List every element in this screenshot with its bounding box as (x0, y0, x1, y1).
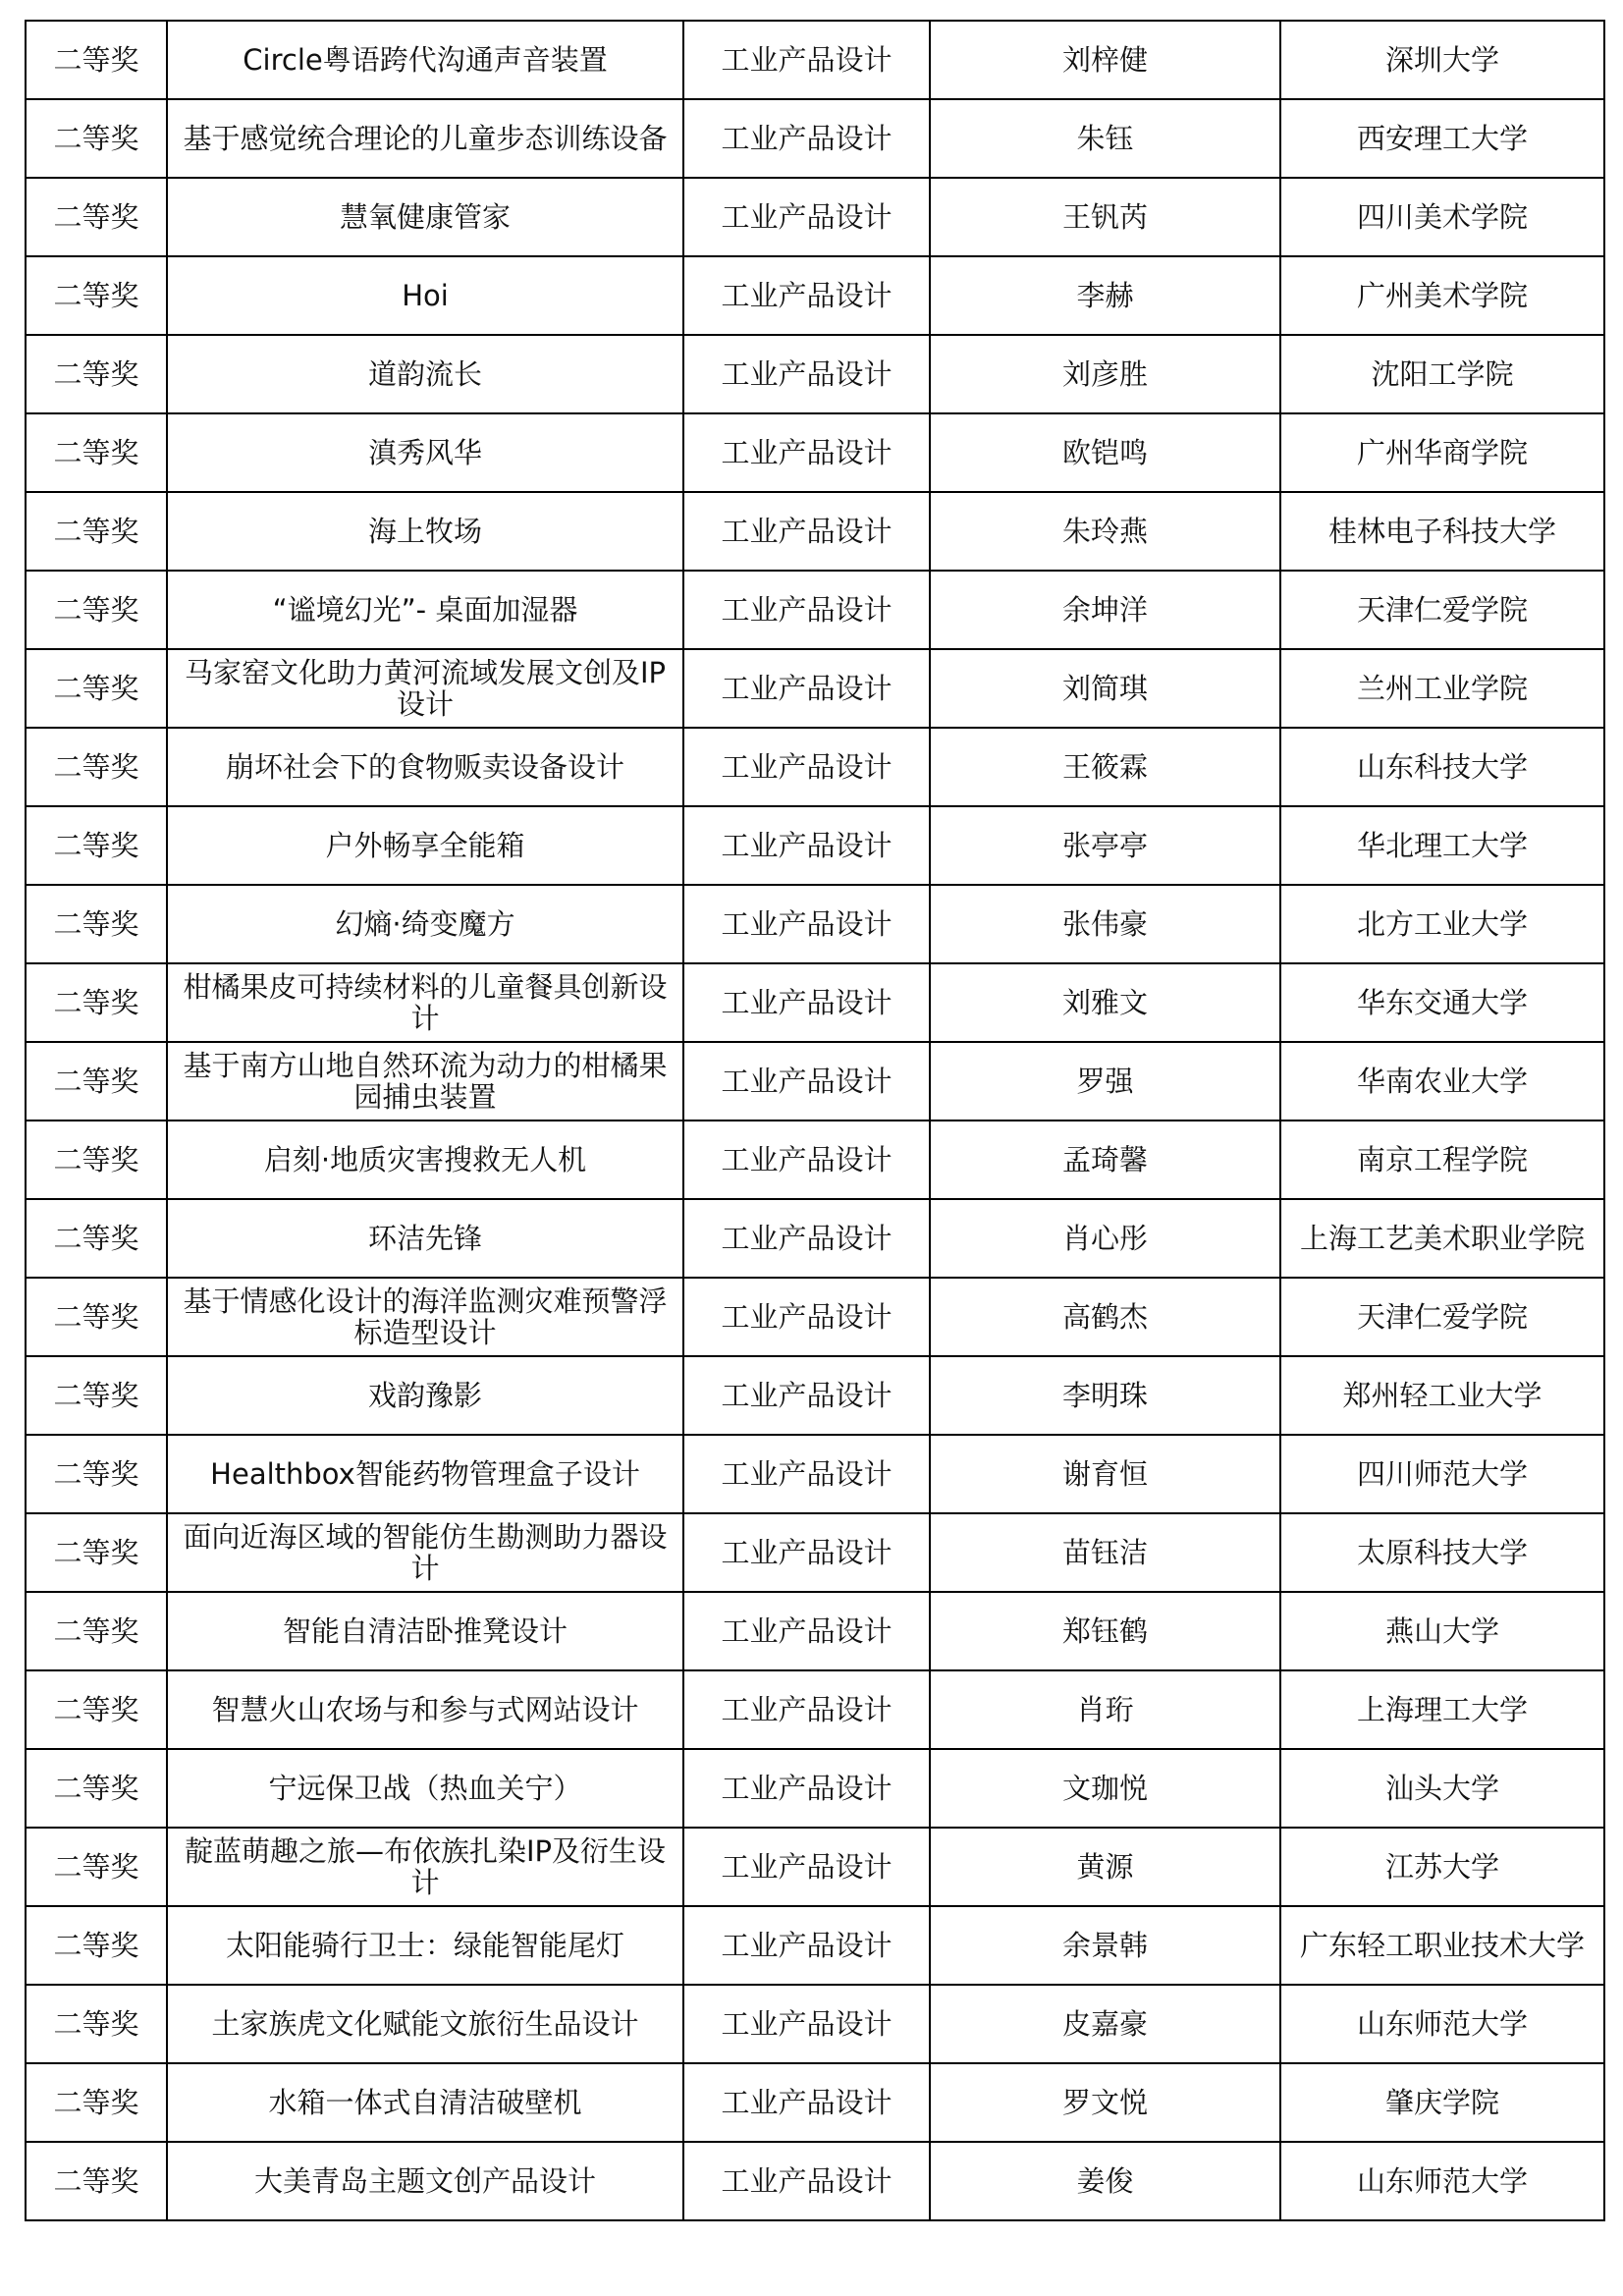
project-title-cell: 柑橘果皮可持续材料的儿童餐具创新设计 (167, 963, 683, 1042)
project-title-cell: 戏韵豫影 (167, 1356, 683, 1435)
award-level-cell: 二等奖 (26, 1985, 167, 2063)
table-row (26, 1199, 1604, 1278)
category-cell: 工业产品设计 (683, 1985, 930, 2063)
school-cell: 江苏大学 (1280, 1828, 1604, 1906)
project-title-cell: 马家窑文化助力黄河流域发展文创及IP设计 (167, 649, 683, 728)
project-title-cell: 大美青岛主题文创产品设计 (167, 2142, 683, 2220)
student-name-cell: 姜俊 (930, 2142, 1280, 2220)
school-cell: 广州美术学院 (1280, 256, 1604, 335)
school-cell: 兰州工业学院 (1280, 649, 1604, 728)
award-level-cell: 二等奖 (26, 1199, 167, 1278)
award-level-cell: 二等奖 (26, 1513, 167, 1592)
student-name-cell: 皮嘉豪 (930, 1985, 1280, 2063)
category-cell: 工业产品设计 (683, 1828, 930, 1906)
category-cell: 工业产品设计 (683, 99, 930, 178)
school-cell: 广州华商学院 (1280, 413, 1604, 492)
award-table-body (26, 21, 1604, 2220)
school-cell: 西安理工大学 (1280, 99, 1604, 178)
table-row (26, 885, 1604, 963)
student-name-cell: 余坤洋 (930, 571, 1280, 649)
table-row (26, 649, 1604, 728)
project-title-cell: 土家族虎文化赋能文旅衍生品设计 (167, 1985, 683, 2063)
school-cell: 华东交通大学 (1280, 963, 1604, 1042)
project-title-cell: 靛蓝萌趣之旅—布依族扎染IP及衍生设计 (167, 1828, 683, 1906)
award-level-cell: 二等奖 (26, 99, 167, 178)
category-cell: 工业产品设计 (683, 413, 930, 492)
category-cell: 工业产品设计 (683, 2063, 930, 2142)
table-row (26, 1828, 1604, 1906)
student-name-cell: 张亭亭 (930, 806, 1280, 885)
project-title-cell: 宁远保卫战（热血关宁） (167, 1749, 683, 1828)
award-level-cell: 二等奖 (26, 1749, 167, 1828)
project-title-cell: 智能自清洁卧推凳设计 (167, 1592, 683, 1670)
table-row (26, 1435, 1604, 1513)
category-cell: 工业产品设计 (683, 963, 930, 1042)
award-level-cell: 二等奖 (26, 1278, 167, 1356)
school-cell: 燕山大学 (1280, 1592, 1604, 1670)
table-row (26, 21, 1604, 99)
student-name-cell: 李明珠 (930, 1356, 1280, 1435)
student-name-cell: 刘简琪 (930, 649, 1280, 728)
project-title-cell: 基于感觉统合理论的儿童步态训练设备 (167, 99, 683, 178)
student-name-cell: 张伟豪 (930, 885, 1280, 963)
category-cell: 工业产品设计 (683, 571, 930, 649)
project-title-cell: 启刻·地质灾害搜救无人机 (167, 1121, 683, 1199)
student-name-cell: 刘彦胜 (930, 335, 1280, 413)
table-row (26, 1121, 1604, 1199)
award-level-cell: 二等奖 (26, 728, 167, 806)
table-row (26, 963, 1604, 1042)
category-cell: 工业产品设计 (683, 2142, 930, 2220)
category-cell: 工业产品设计 (683, 178, 930, 256)
category-cell: 工业产品设计 (683, 1670, 930, 1749)
school-cell: 太原科技大学 (1280, 1513, 1604, 1592)
project-title-cell: Circle粤语跨代沟通声音装置 (167, 21, 683, 99)
category-cell: 工业产品设计 (683, 1749, 930, 1828)
category-cell: 工业产品设计 (683, 1356, 930, 1435)
school-cell: 郑州轻工业大学 (1280, 1356, 1604, 1435)
project-title-cell: 面向近海区域的智能仿生勘测助力器设计 (167, 1513, 683, 1592)
category-cell: 工业产品设计 (683, 885, 930, 963)
award-level-cell: 二等奖 (26, 1592, 167, 1670)
award-level-cell: 二等奖 (26, 1670, 167, 1749)
award-level-cell: 二等奖 (26, 2142, 167, 2220)
school-cell: 上海理工大学 (1280, 1670, 1604, 1749)
student-name-cell: 高鹤杰 (930, 1278, 1280, 1356)
student-name-cell: 谢育恒 (930, 1435, 1280, 1513)
table-row (26, 99, 1604, 178)
category-cell: 工业产品设计 (683, 1278, 930, 1356)
award-list-table (25, 20, 1605, 2221)
student-name-cell: 欧铠鸣 (930, 413, 1280, 492)
table-row (26, 1985, 1604, 2063)
award-level-cell: 二等奖 (26, 1435, 167, 1513)
table-row (26, 571, 1604, 649)
award-level-cell: 二等奖 (26, 1356, 167, 1435)
school-cell: 桂林电子科技大学 (1280, 492, 1604, 571)
category-cell: 工业产品设计 (683, 728, 930, 806)
school-cell: 华北理工大学 (1280, 806, 1604, 885)
school-cell: 沈阳工学院 (1280, 335, 1604, 413)
project-title-cell: Hoi (167, 256, 683, 335)
award-level-cell: 二等奖 (26, 649, 167, 728)
project-title-cell: 幻熵·绮变魔方 (167, 885, 683, 963)
table-row (26, 1592, 1604, 1670)
school-cell: 四川师范大学 (1280, 1435, 1604, 1513)
award-level-cell: 二等奖 (26, 21, 167, 99)
award-level-cell: 二等奖 (26, 335, 167, 413)
category-cell: 工业产品设计 (683, 1435, 930, 1513)
school-cell: 山东师范大学 (1280, 1985, 1604, 2063)
category-cell: 工业产品设计 (683, 1121, 930, 1199)
student-name-cell: 罗强 (930, 1042, 1280, 1121)
table-row (26, 1906, 1604, 1985)
student-name-cell: 文珈悦 (930, 1749, 1280, 1828)
student-name-cell: 朱钰 (930, 99, 1280, 178)
award-level-cell: 二等奖 (26, 2063, 167, 2142)
student-name-cell: 王钒芮 (930, 178, 1280, 256)
student-name-cell: 苗钰洁 (930, 1513, 1280, 1592)
student-name-cell: 孟琦馨 (930, 1121, 1280, 1199)
student-name-cell: 余景韩 (930, 1906, 1280, 1985)
student-name-cell: 肖珩 (930, 1670, 1280, 1749)
table-row (26, 2063, 1604, 2142)
table-row (26, 178, 1604, 256)
table-row (26, 728, 1604, 806)
award-level-cell: 二等奖 (26, 256, 167, 335)
project-title-cell: 海上牧场 (167, 492, 683, 571)
project-title-cell: 基于南方山地自然环流为动力的柑橘果园捕虫装置 (167, 1042, 683, 1121)
category-cell: 工业产品设计 (683, 649, 930, 728)
category-cell: 工业产品设计 (683, 1513, 930, 1592)
project-title-cell: 户外畅享全能箱 (167, 806, 683, 885)
student-name-cell: 刘梓健 (930, 21, 1280, 99)
project-title-cell: 慧氧健康管家 (167, 178, 683, 256)
project-title-cell: “谧境幻光”- 桌面加湿器 (167, 571, 683, 649)
award-level-cell: 二等奖 (26, 1042, 167, 1121)
school-cell: 山东科技大学 (1280, 728, 1604, 806)
category-cell: 工业产品设计 (683, 1199, 930, 1278)
school-cell: 北方工业大学 (1280, 885, 1604, 963)
student-name-cell: 李赫 (930, 256, 1280, 335)
school-cell: 广东轻工职业技术大学 (1280, 1906, 1604, 1985)
category-cell: 工业产品设计 (683, 1042, 930, 1121)
award-level-cell: 二等奖 (26, 571, 167, 649)
award-level-cell: 二等奖 (26, 413, 167, 492)
table-row (26, 806, 1604, 885)
table-row (26, 335, 1604, 413)
student-name-cell: 罗文悦 (930, 2063, 1280, 2142)
table-row (26, 413, 1604, 492)
project-title-cell: 太阳能骑行卫士：绿能智能尾灯 (167, 1906, 683, 1985)
project-title-cell: 道韵流长 (167, 335, 683, 413)
table-row (26, 1278, 1604, 1356)
table-row (26, 492, 1604, 571)
project-title-cell: 水箱一体式自清洁破壁机 (167, 2063, 683, 2142)
table-row (26, 2142, 1604, 2220)
table-row (26, 1042, 1604, 1121)
table-row (26, 256, 1604, 335)
award-level-cell: 二等奖 (26, 806, 167, 885)
school-cell: 肇庆学院 (1280, 2063, 1604, 2142)
award-level-cell: 二等奖 (26, 1828, 167, 1906)
student-name-cell: 黄源 (930, 1828, 1280, 1906)
school-cell: 南京工程学院 (1280, 1121, 1604, 1199)
school-cell: 汕头大学 (1280, 1749, 1604, 1828)
table-row (26, 1749, 1604, 1828)
project-title-cell: 环洁先锋 (167, 1199, 683, 1278)
award-level-cell: 二等奖 (26, 492, 167, 571)
award-level-cell: 二等奖 (26, 963, 167, 1042)
award-level-cell: 二等奖 (26, 1906, 167, 1985)
category-cell: 工业产品设计 (683, 21, 930, 99)
award-level-cell: 二等奖 (26, 885, 167, 963)
school-cell: 华南农业大学 (1280, 1042, 1604, 1121)
project-title-cell: Healthbox智能药物管理盒子设计 (167, 1435, 683, 1513)
category-cell: 工业产品设计 (683, 335, 930, 413)
award-level-cell: 二等奖 (26, 1121, 167, 1199)
table-row (26, 1670, 1604, 1749)
category-cell: 工业产品设计 (683, 806, 930, 885)
student-name-cell: 王筱霖 (930, 728, 1280, 806)
award-level-cell: 二等奖 (26, 178, 167, 256)
student-name-cell: 郑钰鹤 (930, 1592, 1280, 1670)
student-name-cell: 刘雅文 (930, 963, 1280, 1042)
school-cell: 天津仁爱学院 (1280, 571, 1604, 649)
category-cell: 工业产品设计 (683, 256, 930, 335)
project-title-cell: 崩坏社会下的食物贩卖设备设计 (167, 728, 683, 806)
school-cell: 上海工艺美术职业学院 (1280, 1199, 1604, 1278)
school-cell: 天津仁爱学院 (1280, 1278, 1604, 1356)
school-cell: 山东师范大学 (1280, 2142, 1604, 2220)
category-cell: 工业产品设计 (683, 492, 930, 571)
project-title-cell: 智慧火山农场与和参与式网站设计 (167, 1670, 683, 1749)
student-name-cell: 肖心彤 (930, 1199, 1280, 1278)
project-title-cell: 滇秀风华 (167, 413, 683, 492)
category-cell: 工业产品设计 (683, 1906, 930, 1985)
table-row (26, 1513, 1604, 1592)
project-title-cell: 基于情感化设计的海洋监测灾难预警浮标造型设计 (167, 1278, 683, 1356)
student-name-cell: 朱玲燕 (930, 492, 1280, 571)
category-cell: 工业产品设计 (683, 1592, 930, 1670)
school-cell: 四川美术学院 (1280, 178, 1604, 256)
school-cell: 深圳大学 (1280, 21, 1604, 99)
table-row (26, 1356, 1604, 1435)
